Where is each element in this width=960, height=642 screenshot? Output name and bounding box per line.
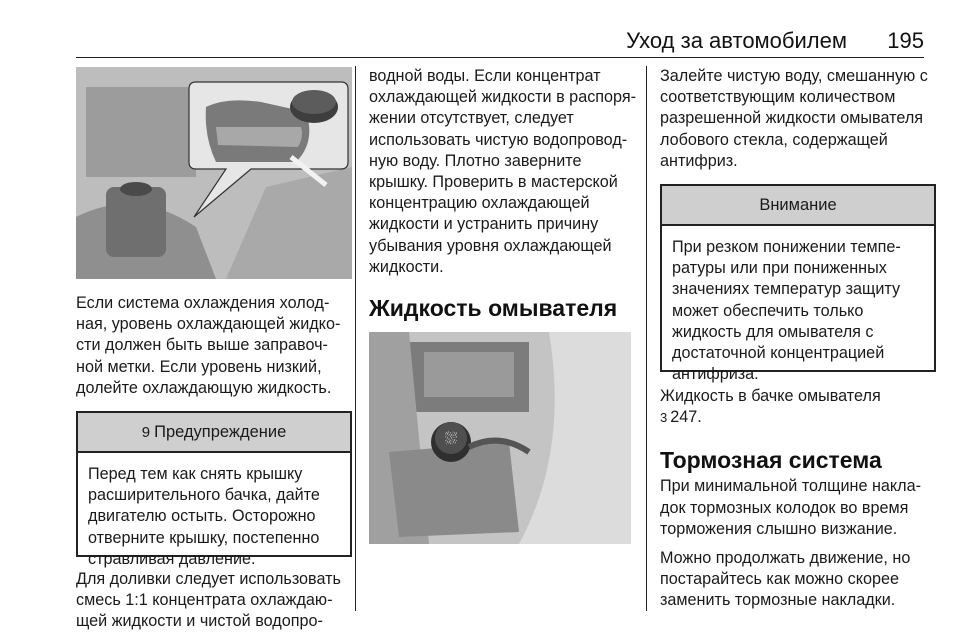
text-line: использовать чистую водопровод- xyxy=(369,130,628,149)
coolant-paragraph xyxy=(76,293,352,399)
warning-title: Предупреждение xyxy=(154,422,287,441)
text-line: крышку. Проверить в мастерской xyxy=(369,173,618,192)
mixing-paragraph xyxy=(76,569,352,633)
brake-paragraph-1 xyxy=(660,476,936,540)
text-line: антифриз. xyxy=(660,151,738,170)
chapter-title: Уход за автомобилем xyxy=(626,28,847,53)
text-line: заменить тормозные накладки. xyxy=(660,591,896,610)
text-line: смесь 1:1 концентрата охлаждаю- xyxy=(76,591,333,610)
header-rule xyxy=(76,57,924,58)
svg-text:⛆: ⛆ xyxy=(444,429,458,449)
text-line: жидкость для омывателя с xyxy=(672,322,874,341)
text-line: водной воды. Если концентрат xyxy=(369,67,601,85)
washer-reservoir-photo xyxy=(369,332,631,544)
column-3 xyxy=(660,66,936,612)
text-line: жении отсутствует, следует xyxy=(369,109,574,128)
text-line: ную воду. Плотно заверните xyxy=(369,151,582,170)
caution-box-header xyxy=(662,186,934,226)
xref-arrow-icon: 3 xyxy=(660,410,668,426)
coolant-reservoir-illustration xyxy=(76,67,352,279)
brake-paragraph-2 xyxy=(660,548,936,612)
text-line: лобового стекла, содержащей xyxy=(660,130,888,149)
text-line: значениях температур защиту xyxy=(672,280,901,299)
text-line: При резком понижении темпе- xyxy=(672,238,901,257)
page-number: 195 xyxy=(887,28,924,53)
column-rule xyxy=(355,66,356,611)
text-line: постарайтесь как можно скорее xyxy=(660,570,900,589)
text-line: достаточной концентрацией xyxy=(672,344,885,363)
text-line: Перед тем как снять крышку xyxy=(88,465,303,484)
xref-page: 247. xyxy=(670,408,702,427)
text-line: отверните крышку, постепенно xyxy=(88,528,320,547)
column-1 xyxy=(76,66,352,633)
text-line: сти должен быть выше заправоч- xyxy=(76,336,328,355)
text-line: соответствующим количеством xyxy=(660,88,896,107)
text-line: может обеспечить только xyxy=(672,301,864,320)
washer-reservoir-illustration xyxy=(369,332,631,544)
xref-text: Жидкость в бачке омывателя xyxy=(660,387,881,406)
text-line: щей жидкости и чистой водопро- xyxy=(76,612,323,631)
text-line: стравливая давление. xyxy=(88,549,256,568)
text-line: антифриза. xyxy=(672,365,759,384)
page-header xyxy=(0,22,960,62)
text-line: разрешенной жидкости омывателя xyxy=(660,109,924,128)
text-line: жидкости и устранить причину xyxy=(369,215,599,234)
text-line: расширительного бачка, дайте xyxy=(88,486,320,505)
text-line: жидкости. xyxy=(369,257,444,276)
text-line: долейте охлаждающую жидкость. xyxy=(76,378,332,397)
column-2 xyxy=(369,66,637,544)
text-line: торможения слышно визжание. xyxy=(660,519,898,538)
cross-reference xyxy=(660,386,936,428)
text-line: ная, уровень охлаждающей жидко- xyxy=(76,315,341,334)
text-line: Если система охлаждения холод- xyxy=(76,294,330,312)
text-line: док тормозных колодок во время xyxy=(660,498,909,517)
caution-box xyxy=(660,184,936,384)
xref-link[interactable] xyxy=(660,407,936,428)
text-line: охлаждающей жидкости в распоря- xyxy=(369,88,637,107)
caution-title: Внимание xyxy=(759,195,837,214)
continued-paragraph xyxy=(369,66,637,278)
warning-icon: 9 xyxy=(141,423,151,441)
coolant-reservoir-photo xyxy=(76,67,352,279)
text-line: Для доливки следует использовать xyxy=(76,570,341,589)
text-line: ратуры или при пониженных xyxy=(672,259,887,278)
text-line: ной метки. Если уровень низкий, xyxy=(76,357,322,376)
text-line: двигателю остыть. Осторожно xyxy=(88,507,316,526)
caution-box-body xyxy=(662,226,934,393)
warning-box-header xyxy=(78,413,350,453)
text-line: концентрацию охлаждающей xyxy=(369,194,590,213)
text-line: Залейте чистую воду, смешанную с xyxy=(660,67,928,85)
text-line: При минимальной толщине накла- xyxy=(660,477,921,496)
washer-paragraph xyxy=(660,66,936,172)
warning-box xyxy=(76,411,352,568)
text-line: Можно продолжать движение, но xyxy=(660,549,911,568)
column-rule xyxy=(646,66,647,611)
section-heading-brakes: Тормозная система xyxy=(660,447,882,474)
section-heading-washer: Жидкость омывателя xyxy=(369,295,618,322)
text-line: убывания уровня охлаждающей xyxy=(369,236,612,255)
